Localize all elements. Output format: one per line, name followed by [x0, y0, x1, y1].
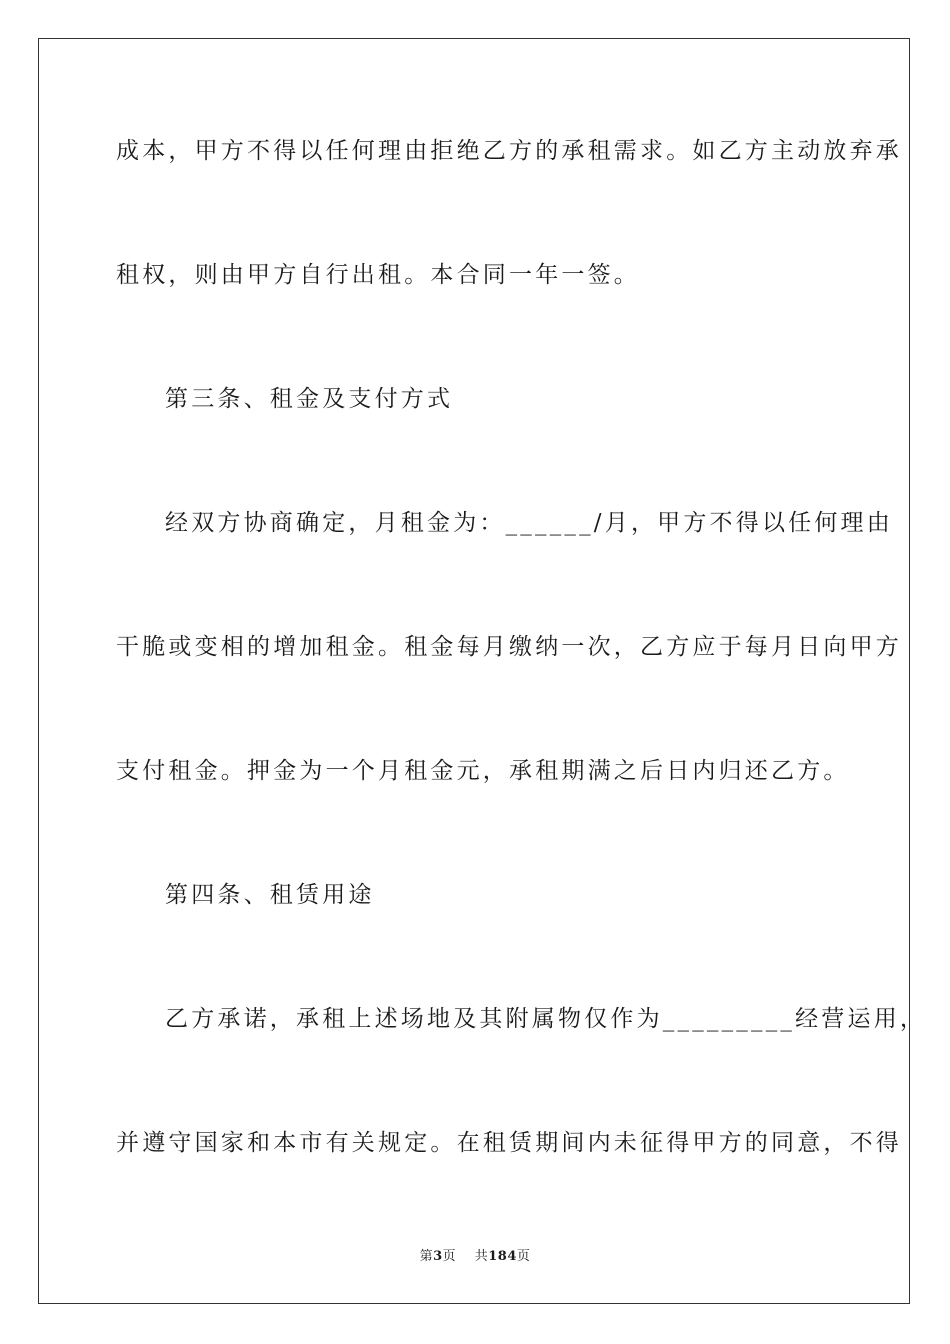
page-prefix: 第: [419, 1249, 434, 1264]
body-text-line: 租权，则由甲方自行出租。本合同一年一签。: [116, 262, 640, 288]
total-prefix: 共: [474, 1249, 489, 1264]
body-text-line: 并遵守国家和本市有关规定。在租赁期间内未征得甲方的同意，不得: [116, 1130, 902, 1156]
body-text-line: 经双方协商确定，月租金为：______/月，甲方不得以任何理由: [165, 510, 893, 536]
body-text-line: 成本，甲方不得以任何理由拒绝乙方的承租需求。如乙方主动放弃承: [116, 138, 902, 164]
total-pages: 184: [488, 1249, 517, 1264]
page-footer: [0, 1245, 950, 1264]
page-suffix: 页: [442, 1249, 457, 1264]
body-text-line: 乙方承诺，承租上述场地及其附属物仅作为_________经营运用，: [165, 1006, 927, 1032]
section-heading: 第四条、租赁用途: [165, 882, 375, 908]
page-frame: [38, 38, 910, 1304]
body-text-line: 支付租金。押金为一个月租金元，承租期满之后日内归还乙方。: [116, 758, 850, 784]
total-suffix: 页: [516, 1249, 531, 1264]
body-text-line: 干脆或变相的增加租金。租金每月缴纳一次，乙方应于每月日向甲方: [116, 634, 902, 660]
section-heading: 第三条、租金及支付方式: [165, 386, 454, 412]
page-number: 3: [433, 1249, 443, 1264]
